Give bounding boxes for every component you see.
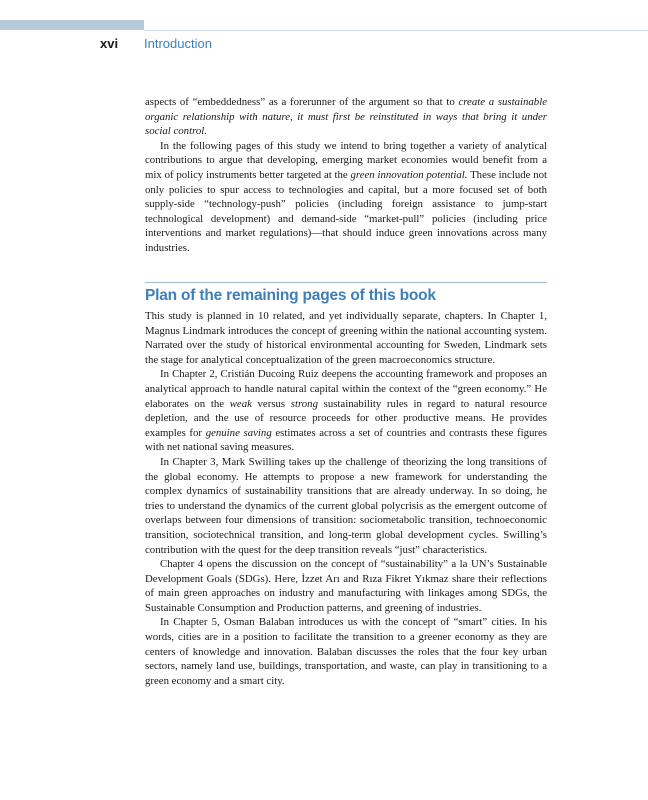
section-heading: Plan of the remaining pages of this book	[145, 287, 436, 304]
section-text	[145, 309, 547, 688]
section-p2-emphasis-weak: weak	[229, 397, 252, 410]
section-p2-text-d: estimates across a set of countries and contrasts these figures with net national saving measures.	[145, 426, 547, 454]
section-paragraph-1: This study is planned in 10 related, and yet individually separate, chapters. In Chapter 1, Magnus Lindmark introduces the concept of greening within the national accounting system. Narrated over the study of historical environmental accounting for Sweden, Lindmark sets the stage for analytical conceptualization of the green macroeconomics structure.	[145, 310, 547, 366]
section-paragraph-4: Chapter 4 opens the discussion on the concept of “sustainability” a la UN’s Sustainable Development Goals (SDGs). Here, İzzet Arı and Rıza Fikret Yıkmaz share their reflections of main green approaches on industry and manufacturing with linkages among SDGs, the Sustainable Consumption and Production patterns, and greening of industries.	[145, 558, 547, 614]
intro-p2-text-b: These include not only policies to spur access to technologies and capital, but a more focused set of both supply-side “technology-push” policies (including foreign assistance to jump-start technological development) and demand-side “market-pull” policies (including price interventions and market regulations)—that should induce green innovations across many industries.	[145, 168, 547, 254]
section-paragraph-3: In Chapter 3, Mark Swilling takes up the challenge of theorizing the long transitions of the global economy. He attempts to propose a new framework for understanding the complex dynamics of sustainability transitions that are already underway. In so doing, he tries to understand the dynamics of the current global polycrisis as the emergent outcome of overlaps between four dimensions of transition: sociometabolic transition, technoeconomic transition, sociotechnical transition, and long-term global development cycles. Swilling’s contribution with the quest for the deep transition reveals “just” characteristics.	[145, 455, 547, 556]
section-p2-text-b: versus	[251, 397, 291, 410]
section-divider	[145, 282, 547, 283]
intro-paragraph-2	[145, 139, 547, 256]
intro-p1-text: aspects of “embeddedness” as a forerunner of the argument so that to	[145, 96, 459, 108]
section-paragraph-2	[145, 367, 547, 455]
intro-text	[145, 95, 547, 256]
section-paragraph-5: In Chapter 5, Osman Balaban introduces us with the concept of “smart” cities. In his words, cities are in a position to facilitate the transition to a greener economy as they are centers of knowledge and innovation. Balaban discusses the roles that the four key urban sectors, namely land use, buildings, transportation, and waste, can play in transitioning to a green economy and a smart city.	[145, 616, 547, 687]
running-head: Introduction	[144, 36, 212, 51]
header-rule	[144, 30, 648, 31]
header-bar	[0, 20, 144, 30]
intro-paragraph-1	[145, 95, 547, 139]
intro-p2-emphasis: green innovation potential.	[350, 168, 468, 181]
section-p2-text-a: In Chapter 2, Cristián Ducoing Ruiz deepens the accounting framework and proposes an analytical approach to handle natural capital within the context of the “green economy.” He elaborates on the	[145, 368, 547, 410]
section-p2-emphasis-genuine-saving: genuine saving	[205, 426, 272, 439]
intro-p2-text-a: In the following pages of this study we intend to bring together a variety of analytical contributions to argue that developing, emerging market economies would benefit from a mix of policy instruments better targeted at the	[145, 139, 547, 181]
section-p2-emphasis-strong: strong	[290, 397, 318, 410]
section-p2-text-c: sustainability rules in regard to natural resource depletion, and the use of resource proceeds for other productive means. He provides examples for	[145, 397, 547, 439]
page-number: xvi	[100, 36, 119, 51]
intro-p1-emphasis: create a sustainable organic relationship with nature, it must first be reinstituted in ways that bring it under social control.	[145, 96, 548, 138]
